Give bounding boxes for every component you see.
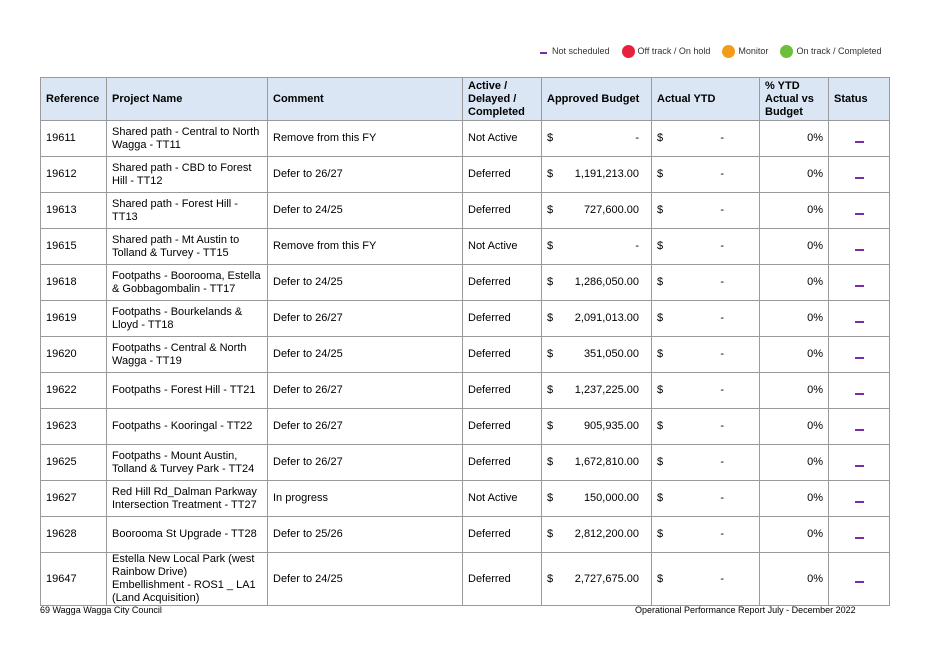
- cell-actual-ytd: [652, 553, 760, 606]
- cell-reference: 19625: [41, 445, 107, 481]
- currency-symbol: $: [547, 572, 554, 585]
- cell-ytd-percent: 0%: [760, 157, 829, 193]
- actual-amount: -: [720, 168, 724, 180]
- legend-label: Monitor: [738, 46, 769, 56]
- cell-actual-ytd: [652, 337, 760, 373]
- table-row: [41, 373, 890, 409]
- currency-symbol: $: [657, 276, 664, 288]
- cell-ytd-percent: 0%: [760, 481, 829, 517]
- budget-amount: 2,727,675.00: [574, 572, 639, 585]
- cell-comment: Defer to 24/25: [268, 193, 463, 229]
- cell-actual-ytd: [652, 229, 760, 265]
- not-scheduled-dash-icon: [855, 177, 864, 179]
- cell-actual-ytd: [652, 301, 760, 337]
- cell-comment: Defer to 25/26: [268, 517, 463, 553]
- cell-ytd-percent: 0%: [760, 409, 829, 445]
- cell-approved-budget: [542, 553, 652, 606]
- currency-symbol: $: [657, 348, 664, 360]
- cell-approved-budget: [542, 409, 652, 445]
- col-header-status: Status: [829, 78, 890, 121]
- cell-state: Deferred: [463, 553, 542, 606]
- cell-state: Deferred: [463, 517, 542, 553]
- cell-project-name: Footpaths - Boorooma, Estella & Gobbagombalin - TT17: [107, 265, 268, 301]
- actual-amount: -: [720, 384, 724, 396]
- cell-comment: In progress: [268, 481, 463, 517]
- status-legend: [540, 44, 893, 58]
- cell-state: Deferred: [463, 301, 542, 337]
- budget-amount: 1,672,810.00: [574, 456, 639, 468]
- col-header-state: Active / Delayed / Completed: [463, 78, 542, 121]
- budget-amount: 1,237,225.00: [574, 384, 639, 396]
- actual-amount: -: [720, 240, 724, 252]
- cell-state: Deferred: [463, 373, 542, 409]
- cell-project-name: Estella New Local Park (west Rainbow Drive) Embellishment - ROS1 _ LA1 (Land Acquisition): [107, 553, 268, 606]
- cell-status: [829, 229, 890, 265]
- legend-label: On track / Completed: [796, 46, 882, 56]
- cell-state: Deferred: [463, 409, 542, 445]
- budget-amount: 351,050.00: [583, 348, 639, 360]
- cell-reference: 19647: [41, 553, 107, 606]
- currency-symbol: $: [657, 168, 664, 180]
- cell-status: [829, 193, 890, 229]
- table-row: [41, 121, 890, 157]
- cell-actual-ytd: [652, 157, 760, 193]
- cell-project-name: Shared path - Central to North Wagga - TT11: [107, 121, 268, 157]
- actual-amount: -: [720, 456, 724, 468]
- cell-ytd-percent: 0%: [760, 445, 829, 481]
- cell-reference: 19612: [41, 157, 107, 193]
- budget-amount: -: [635, 132, 639, 144]
- actual-amount: -: [720, 276, 724, 288]
- cell-actual-ytd: [652, 409, 760, 445]
- currency-symbol: $: [657, 240, 664, 252]
- cell-approved-budget: [542, 337, 652, 373]
- actual-amount: -: [720, 572, 724, 585]
- not-scheduled-dash-icon: [855, 537, 864, 539]
- not-scheduled-dash-icon: [855, 213, 864, 215]
- budget-amount: 2,812,200.00: [574, 528, 639, 540]
- table-row: [41, 553, 890, 606]
- cell-project-name: Footpaths - Central & North Wagga - TT19: [107, 337, 268, 373]
- legend-not-scheduled: [540, 46, 610, 56]
- budget-amount: 150,000.00: [583, 492, 639, 504]
- cell-ytd-percent: 0%: [760, 121, 829, 157]
- cell-ytd-percent: 0%: [760, 517, 829, 553]
- cell-status: [829, 517, 890, 553]
- cell-state: Not Active: [463, 481, 542, 517]
- table-row: [41, 481, 890, 517]
- cell-status: [829, 373, 890, 409]
- legend-label: Not scheduled: [552, 46, 610, 56]
- budget-amount: 2,091,013.00: [574, 312, 639, 324]
- cell-state: Deferred: [463, 193, 542, 229]
- green-dot-icon: [780, 45, 793, 58]
- cell-approved-budget: [542, 265, 652, 301]
- currency-symbol: $: [547, 492, 554, 504]
- cell-ytd-percent: 0%: [760, 229, 829, 265]
- currency-symbol: $: [657, 572, 664, 585]
- cell-actual-ytd: [652, 373, 760, 409]
- cell-ytd-percent: 0%: [760, 265, 829, 301]
- table-row: [41, 517, 890, 553]
- cell-reference: 19622: [41, 373, 107, 409]
- cell-comment: Defer to 26/27: [268, 157, 463, 193]
- cell-project-name: Shared path - CBD to Forest Hill - TT12: [107, 157, 268, 193]
- cell-ytd-percent: 0%: [760, 301, 829, 337]
- budget-amount: 727,600.00: [583, 204, 639, 216]
- not-scheduled-dash-icon: [855, 393, 864, 395]
- currency-symbol: $: [657, 528, 664, 540]
- table-row: [41, 157, 890, 193]
- cell-approved-budget: [542, 517, 652, 553]
- currency-symbol: $: [547, 240, 554, 252]
- cell-reference: 19619: [41, 301, 107, 337]
- cell-status: [829, 337, 890, 373]
- currency-symbol: $: [547, 456, 554, 468]
- cell-state: Deferred: [463, 445, 542, 481]
- cell-comment: Defer to 26/27: [268, 301, 463, 337]
- not-scheduled-dash-icon: [540, 52, 547, 54]
- cell-reference: 19611: [41, 121, 107, 157]
- cell-project-name: Red Hill Rd_Dalman Parkway Intersection Treatment - TT27: [107, 481, 268, 517]
- cell-approved-budget: [542, 445, 652, 481]
- cell-reference: 19620: [41, 337, 107, 373]
- cell-actual-ytd: [652, 445, 760, 481]
- budget-amount: -: [635, 240, 639, 252]
- legend-off-track: [622, 45, 711, 58]
- cell-approved-budget: [542, 373, 652, 409]
- cell-reference: 19613: [41, 193, 107, 229]
- not-scheduled-dash-icon: [855, 249, 864, 251]
- cell-status: [829, 121, 890, 157]
- cell-state: Deferred: [463, 265, 542, 301]
- cell-actual-ytd: [652, 121, 760, 157]
- cell-project-name: Footpaths - Mount Austin, Tolland & Turvey Park - TT24: [107, 445, 268, 481]
- col-header-pct: % YTD Actual vs Budget: [760, 78, 829, 121]
- col-header-project: Project Name: [107, 78, 268, 121]
- cell-comment: Remove from this FY: [268, 121, 463, 157]
- red-dot-icon: [622, 45, 635, 58]
- currency-symbol: $: [657, 384, 664, 396]
- cell-status: [829, 157, 890, 193]
- cell-approved-budget: [542, 193, 652, 229]
- footer-report-title: Operational Performance Report July - December 2022: [635, 605, 856, 615]
- currency-symbol: $: [547, 348, 554, 360]
- cell-status: [829, 265, 890, 301]
- cell-state: Not Active: [463, 121, 542, 157]
- cell-reference: 19627: [41, 481, 107, 517]
- currency-symbol: $: [657, 492, 664, 504]
- cell-project-name: Footpaths - Bourkelands & Lloyd - TT18: [107, 301, 268, 337]
- cell-status: [829, 409, 890, 445]
- currency-symbol: $: [547, 384, 554, 396]
- legend-label: Off track / On hold: [637, 46, 711, 56]
- table-row: [41, 445, 890, 481]
- cell-project-name: Footpaths - Kooringal - TT22: [107, 409, 268, 445]
- actual-amount: -: [720, 528, 724, 540]
- currency-symbol: $: [657, 456, 664, 468]
- currency-symbol: $: [657, 420, 664, 432]
- cell-ytd-percent: 0%: [760, 373, 829, 409]
- not-scheduled-dash-icon: [855, 357, 864, 359]
- table-row: [41, 337, 890, 373]
- currency-symbol: $: [657, 204, 664, 216]
- currency-symbol: $: [547, 168, 554, 180]
- cell-reference: 19628: [41, 517, 107, 553]
- col-header-budget: Approved Budget: [542, 78, 652, 121]
- cell-status: [829, 553, 890, 606]
- not-scheduled-dash-icon: [855, 321, 864, 323]
- cell-project-name: Shared path - Mt Austin to Tolland & Turvey - TT15: [107, 229, 268, 265]
- cell-comment: Defer to 24/25: [268, 265, 463, 301]
- currency-symbol: $: [547, 204, 554, 216]
- cell-actual-ytd: [652, 517, 760, 553]
- actual-amount: -: [720, 312, 724, 324]
- budget-amount: 905,935.00: [583, 420, 639, 432]
- not-scheduled-dash-icon: [855, 141, 864, 143]
- cell-project-name: Boorooma St Upgrade - TT28: [107, 517, 268, 553]
- cell-status: [829, 445, 890, 481]
- cell-project-name: Footpaths - Forest Hill - TT21: [107, 373, 268, 409]
- cell-ytd-percent: 0%: [760, 337, 829, 373]
- currency-symbol: $: [547, 312, 554, 324]
- col-header-reference: Reference: [41, 78, 107, 121]
- actual-amount: -: [720, 204, 724, 216]
- not-scheduled-dash-icon: [855, 429, 864, 431]
- cell-ytd-percent: 0%: [760, 553, 829, 606]
- cell-actual-ytd: [652, 193, 760, 229]
- cell-approved-budget: [542, 121, 652, 157]
- table-row: [41, 409, 890, 445]
- cell-status: [829, 301, 890, 337]
- cell-state: Deferred: [463, 337, 542, 373]
- col-header-comment: Comment: [268, 78, 463, 121]
- not-scheduled-dash-icon: [855, 465, 864, 467]
- budget-amount: 1,286,050.00: [574, 276, 639, 288]
- not-scheduled-dash-icon: [855, 581, 864, 583]
- cell-comment: Defer to 26/27: [268, 445, 463, 481]
- cell-ytd-percent: 0%: [760, 193, 829, 229]
- table-header-row: [41, 78, 890, 121]
- table-row: [41, 265, 890, 301]
- cell-status: [829, 481, 890, 517]
- cell-comment: Defer to 24/25: [268, 337, 463, 373]
- cell-project-name: Shared path - Forest Hill - TT13: [107, 193, 268, 229]
- table-row: [41, 193, 890, 229]
- cell-approved-budget: [542, 229, 652, 265]
- cell-comment: Defer to 24/25: [268, 553, 463, 606]
- legend-monitor: [722, 45, 768, 58]
- actual-amount: -: [720, 420, 724, 432]
- actual-amount: -: [720, 348, 724, 360]
- cell-approved-budget: [542, 301, 652, 337]
- currency-symbol: $: [657, 132, 664, 144]
- col-header-actual: Actual YTD: [652, 78, 760, 121]
- cell-reference: 19623: [41, 409, 107, 445]
- actual-amount: -: [720, 132, 724, 144]
- cell-reference: 19615: [41, 229, 107, 265]
- cell-approved-budget: [542, 157, 652, 193]
- budget-amount: 1,191,213.00: [574, 168, 639, 180]
- currency-symbol: $: [547, 132, 554, 144]
- cell-reference: 19618: [41, 265, 107, 301]
- currency-symbol: $: [547, 420, 554, 432]
- cell-actual-ytd: [652, 265, 760, 301]
- currency-symbol: $: [547, 276, 554, 288]
- table-row: [41, 301, 890, 337]
- orange-dot-icon: [722, 45, 735, 58]
- cell-state: Deferred: [463, 157, 542, 193]
- cell-comment: Defer to 26/27: [268, 373, 463, 409]
- not-scheduled-dash-icon: [855, 285, 864, 287]
- cell-comment: Defer to 26/27: [268, 409, 463, 445]
- currency-symbol: $: [547, 528, 554, 540]
- currency-symbol: $: [657, 312, 664, 324]
- table-row: [41, 229, 890, 265]
- cell-state: Not Active: [463, 229, 542, 265]
- not-scheduled-dash-icon: [855, 501, 864, 503]
- projects-table: [40, 77, 890, 606]
- actual-amount: -: [720, 492, 724, 504]
- footer-page-info: 69 Wagga Wagga City Council: [40, 605, 162, 615]
- cell-approved-budget: [542, 481, 652, 517]
- cell-actual-ytd: [652, 481, 760, 517]
- cell-comment: Remove from this FY: [268, 229, 463, 265]
- legend-on-track: [780, 45, 881, 58]
